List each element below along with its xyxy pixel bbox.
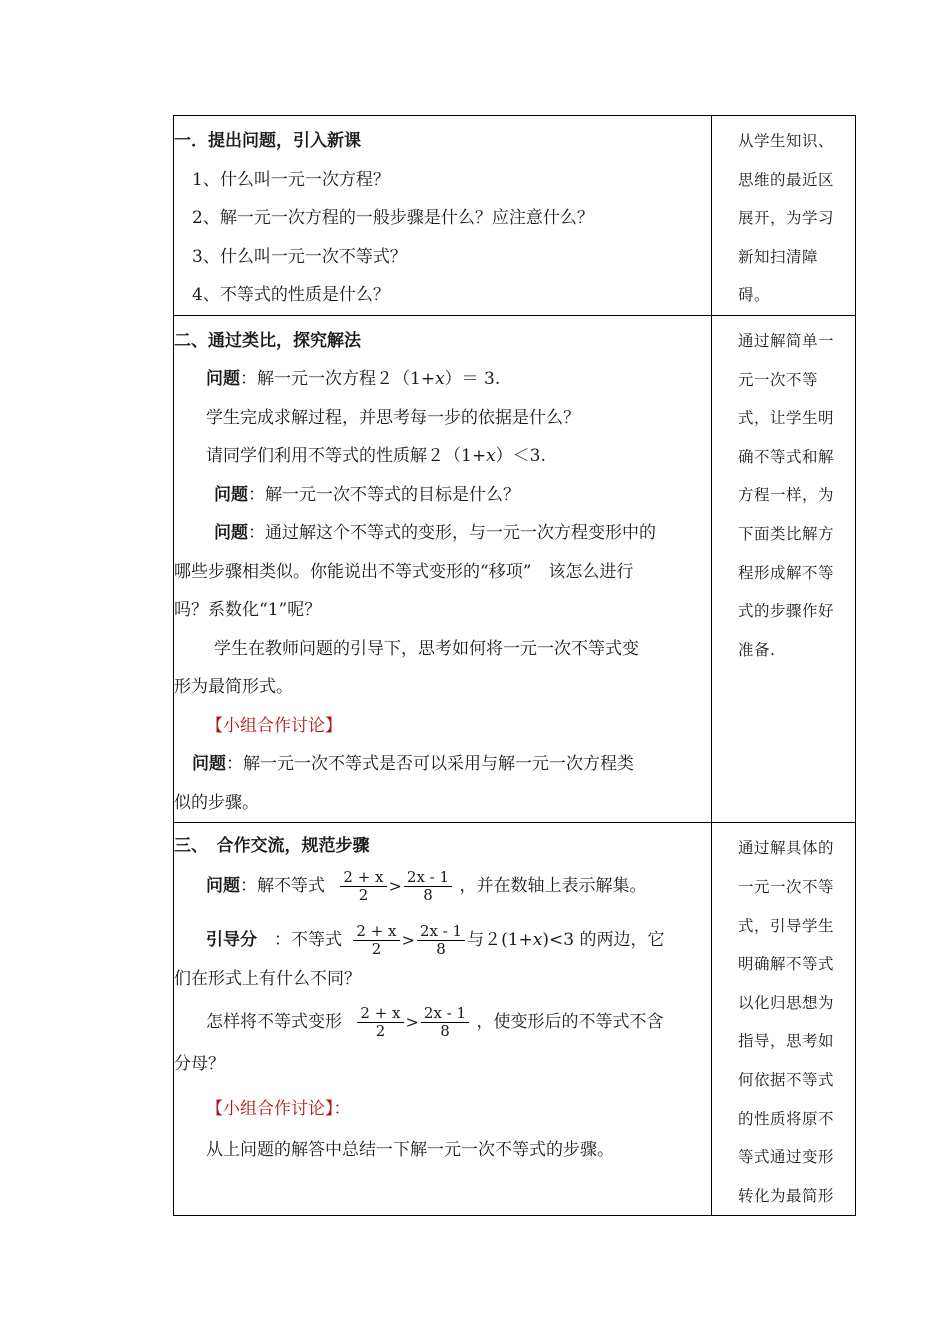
denominator: 8 bbox=[440, 1022, 450, 1041]
greater-than-sign: > bbox=[405, 1012, 419, 1032]
group-discussion-label: 【小组合作讨论】 bbox=[206, 715, 342, 736]
section2-note: 通过解简单一元一次不等式，让学生明确不等式和解方程一样，为下面类比解方程形成解不等式的步骤作好准备. bbox=[738, 331, 835, 659]
fraction-right bbox=[417, 923, 465, 959]
numerator: 2 + x bbox=[353, 923, 399, 941]
denominator: 2 bbox=[371, 940, 382, 959]
question-end: ，并在数轴上表示解集。 bbox=[459, 876, 647, 897]
paragraph-line: 分母？ bbox=[174, 1054, 225, 1075]
section2-row bbox=[174, 315, 856, 823]
question-text: ：解一元一次不等式是否可以采用与解一元一次方程类 bbox=[226, 754, 634, 775]
question-label: 问题 bbox=[214, 523, 248, 544]
numerator: 2 + x bbox=[340, 869, 386, 887]
fraction-right bbox=[404, 869, 452, 905]
question-label: 问题 bbox=[192, 754, 226, 775]
numerator: 2 + x bbox=[357, 1005, 403, 1023]
section1-heading: 一．提出问题，引入新课 bbox=[174, 131, 361, 151]
paragraph-line: 学生完成求解过程，并思考每一步的依据是什么？ bbox=[206, 407, 580, 428]
question-item: 3、什么叫一元一次不等式？ bbox=[192, 246, 407, 267]
fraction-left bbox=[353, 923, 399, 959]
summary-line: 从上问题的解答中总结一下解一元一次不等式的步骤。 bbox=[206, 1140, 614, 1161]
section3-heading: 三、 合作交流，规范步骤 bbox=[174, 836, 370, 857]
numerator: 2x - 1 bbox=[417, 923, 465, 941]
fraction-right bbox=[421, 1005, 469, 1041]
paragraph-line: 似的步骤。 bbox=[174, 792, 259, 813]
section2-heading: 二、通过类比，探究解法 bbox=[174, 330, 361, 351]
section3-note: 通过解具体的一元一次不等式，引导学生明确解不等式以化归思想为指导，思考如何依据不等式的性质将原不等式通过变形转化为最简形 bbox=[738, 839, 835, 1205]
numerator: 2x - 1 bbox=[421, 1005, 469, 1023]
section1-note-cell bbox=[712, 116, 856, 316]
question-label: 问题 bbox=[206, 369, 240, 390]
question-end: ）＝ 3. bbox=[444, 369, 501, 390]
group-discussion-label: 【小组合作讨论】： bbox=[206, 1099, 351, 1120]
paragraph-line: 吗？系数化“1”呢？ bbox=[174, 600, 322, 621]
section1-row bbox=[174, 116, 856, 316]
question-text: ：解一元一次方程２（1+ bbox=[240, 369, 436, 390]
question-3 bbox=[174, 514, 711, 553]
greater-than-sign: > bbox=[401, 930, 415, 950]
denominator: 2 bbox=[358, 886, 369, 905]
fraction-left bbox=[340, 869, 386, 905]
hint-text: 与２(1+ bbox=[467, 930, 533, 951]
text-span: 请同学们利用不等式的性质解２（1+ bbox=[206, 446, 487, 467]
hint-line bbox=[174, 913, 711, 967]
hint-text: ：不等式 bbox=[257, 930, 342, 951]
paragraph-line: 哪些步骤相类似。你能说出不等式变形的“移项” 该怎么进行 bbox=[174, 561, 634, 582]
question-label: 问题 bbox=[206, 876, 240, 897]
question-4 bbox=[174, 745, 711, 784]
question-5 bbox=[174, 859, 711, 913]
question-item: 1、什么叫一元一次方程？ bbox=[192, 169, 390, 190]
hint-text: )<3 的两边，它 bbox=[542, 930, 665, 951]
paragraph-line: 形为最简形式。 bbox=[174, 677, 293, 698]
denominator: 8 bbox=[423, 886, 433, 905]
question-1 bbox=[174, 360, 711, 399]
section2-note-cell bbox=[712, 315, 856, 823]
section3-note-cell bbox=[712, 823, 856, 1216]
text-span: 怎样将不等式变形 bbox=[206, 1012, 342, 1033]
variable: x bbox=[486, 446, 496, 467]
text-span: ，使变形后的不等式不含 bbox=[476, 1012, 664, 1033]
paragraph-line: 学生在教师问题的引导下，思考如何将一元一次不等式变 bbox=[214, 638, 639, 659]
section2-content bbox=[174, 315, 712, 823]
fraction-left bbox=[357, 1005, 403, 1041]
paragraph-line bbox=[174, 437, 711, 476]
how-line bbox=[174, 995, 711, 1049]
question-text: ：解不等式 bbox=[240, 876, 325, 897]
section1-note: 从学生知识、思维的最近区展开，为学习新知扫清障碍。 bbox=[738, 132, 835, 305]
section3-row bbox=[174, 823, 856, 1216]
hint-label: 引导分 bbox=[206, 930, 257, 951]
lesson-plan-table bbox=[173, 115, 856, 1216]
question-text: ：通过解这个不等式的变形，与一元一次方程变形中的 bbox=[248, 523, 656, 544]
denominator: 8 bbox=[436, 940, 446, 959]
question-text: ：解一元一次不等式的目标是什么？ bbox=[248, 484, 520, 505]
question-label: 问题 bbox=[214, 484, 248, 505]
text-span: ）＜3. bbox=[495, 446, 546, 467]
denominator: 2 bbox=[375, 1022, 386, 1041]
question-item: 2、解一元一次方程的一般步骤是什么？应注意什么？ bbox=[192, 208, 594, 228]
paragraph-line: 们在形式上有什么不同？ bbox=[174, 969, 361, 990]
numerator: 2x - 1 bbox=[404, 869, 452, 887]
greater-than-sign: > bbox=[388, 876, 402, 896]
question-2 bbox=[174, 476, 711, 515]
variable: x bbox=[532, 930, 543, 951]
section1-content bbox=[174, 116, 712, 316]
variable: x bbox=[435, 369, 445, 390]
section3-content bbox=[174, 823, 712, 1216]
question-item: 4、不等式的性质是什么？ bbox=[192, 285, 390, 305]
